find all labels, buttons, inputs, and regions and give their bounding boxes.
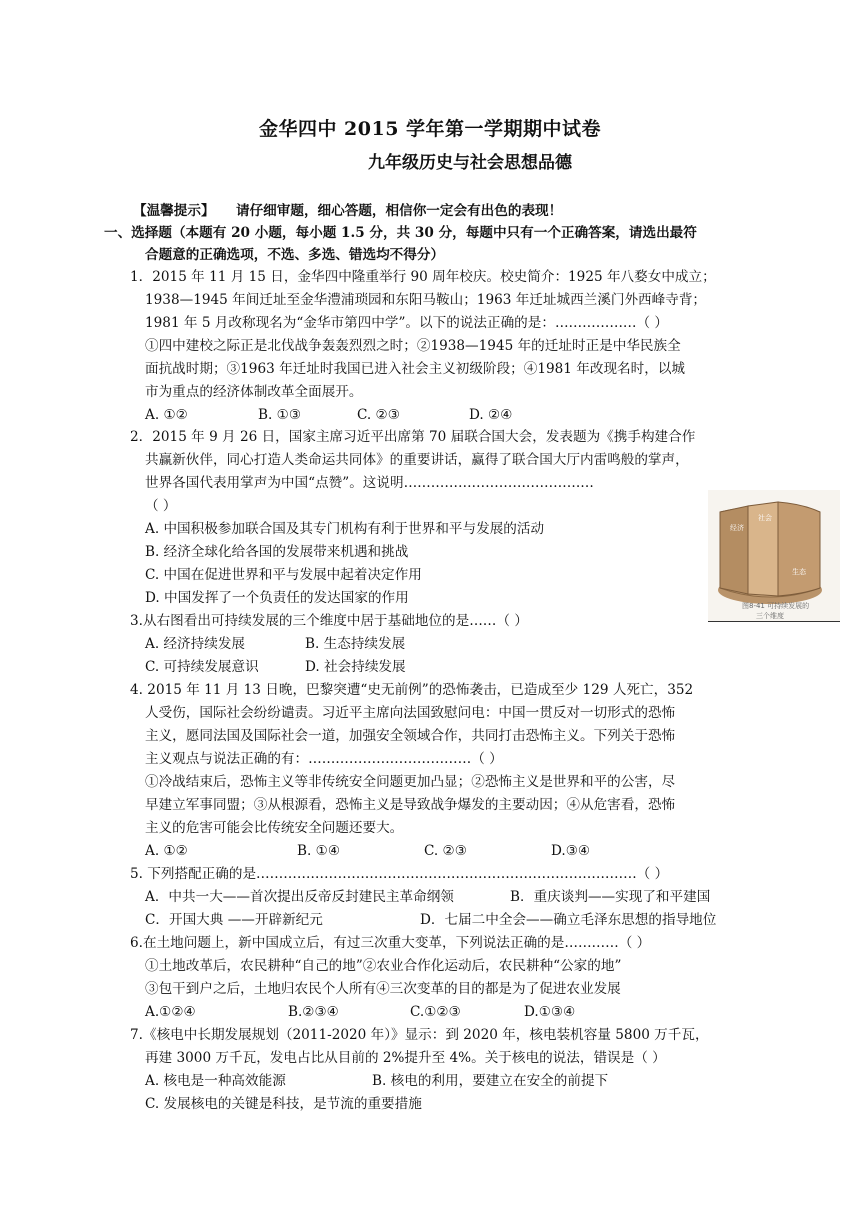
figure-panel-economy bbox=[720, 506, 748, 594]
q2-option-b: B. 经济全球化给各国的发展带来机遇和挑战 bbox=[145, 544, 409, 560]
q3-option-c: C. 可持续发展意识 bbox=[145, 659, 259, 675]
q4-option-a: A. ①② bbox=[145, 843, 188, 859]
q7-line2: 再建 3000 万千瓦，发电占比从目前的 2%提升至 4%。关于核电的说法，错误是（ ） bbox=[145, 1050, 666, 1066]
q6-option-c: C.①②③ bbox=[410, 1004, 461, 1020]
q5-option-a: A．中共一大——首次提出反帝反封建民主革命纲领 bbox=[145, 889, 454, 905]
q2-line1: 2．2015 年 9 月 26 日，国家主席习近平出席第 70 届联合国大会，发表题为《携手构建合作 bbox=[130, 429, 696, 445]
q5-option-b: B．重庆谈判——实现了和平建国 bbox=[510, 889, 711, 905]
q6-option-d: D.①③④ bbox=[524, 1004, 576, 1020]
figure-label-ecology: 生态 bbox=[792, 568, 806, 576]
sustainability-diagram bbox=[708, 490, 840, 622]
q1-line1: 1．2015 年 11 月 15 日，金华四中隆重举行 90 周年校庆。校史简介：1925 年八婺女中成立； bbox=[130, 269, 716, 285]
figure-caption-line1: 图8-41 可持续发展的 bbox=[742, 602, 810, 610]
q5-line1: 5. 下列搭配正确的是…………………………………………………………………………（ ） bbox=[130, 866, 669, 882]
q4-line5: ①冷战结束后，恐怖主义等非传统安全问题更加凸显；②恐怖主义是世界和平的公害，尽 bbox=[145, 774, 676, 790]
q4-option-b: B. ①④ bbox=[297, 843, 341, 859]
q2-line2: 共赢新伙伴，同心打造人类命运共同体》的重要讲话，赢得了联合国大厅内雷鸣般的掌声， bbox=[145, 452, 689, 468]
section-heading-line1: 一、选择题（本题有 20 小题，每小题 1.5 分，共 30 分，每题中只有一个正确答案，请选出最符 bbox=[104, 225, 697, 241]
q1-option-d: D. ②④ bbox=[469, 407, 513, 423]
q1-line2: 1938—1945 年间迁址至金华澧浦琐园和东阳马鞍山；1963 年迁址城西兰溪门外西峰寺背； bbox=[145, 292, 707, 308]
figure-caption-line2: 三个维度 bbox=[756, 612, 784, 620]
q1-line5: 面抗战时期；③1963 年迁址时我国已进入社会主义初级阶段；④1981 年改现名时，以城 bbox=[145, 361, 686, 377]
figure-panel-ecology bbox=[778, 502, 820, 596]
q6-line2: ①土地改革后，农民耕种“自己的地”②农业合作化运动后，农民耕种“公家的地” bbox=[145, 958, 622, 974]
q4-line1: 4. 2015 年 11 月 13 日晚，巴黎突遭“史无前例”的恐怖袭击，已造成至少 129 人死亡，352 bbox=[130, 682, 694, 698]
q4-option-d: D.③④ bbox=[551, 843, 591, 859]
figure-label-society: 社会 bbox=[758, 514, 772, 522]
q6-option-a: A.①②④ bbox=[145, 1004, 196, 1020]
q1-option-a: A. ①② bbox=[145, 407, 188, 423]
figure-label-economy: 经济 bbox=[730, 524, 744, 532]
exam-subtitle: 九年级历史与社会思想品德 bbox=[368, 153, 572, 173]
q4-line7: 主义的危害可能会比传统安全问题还要大。 bbox=[145, 820, 404, 836]
q3-line1: 3.从右图看出可持续发展的三个维度中居于基础地位的是……（ ） bbox=[130, 613, 528, 629]
q3-option-a: A. 经济持续发展 bbox=[145, 636, 246, 652]
q6-line1: 6.在土地问题上，新中国成立后，有过三次重大变革，下列说法正确的是…………（ ） bbox=[130, 935, 651, 951]
q5-option-d: D．七届二中全会——确立毛泽东思想的指导地位 bbox=[420, 912, 717, 928]
q6-line3: ③包干到户之后，土地归农民个人所有④三次变革的目的都是为了促进农业发展 bbox=[145, 981, 621, 997]
q4-option-c: C. ②③ bbox=[424, 843, 467, 859]
q7-option-c: C. 发展核电的关键是科技，是节流的重要措施 bbox=[145, 1096, 422, 1112]
q4-line2: 人受伤，国际社会纷纷谴责。习近平主席向法国致慰问电：中国一贯反对一切形式的恐怖 bbox=[145, 705, 676, 721]
q2-option-a: A. 中国积极参加联合国及其专门机构有利于世界和平与发展的活动 bbox=[145, 521, 545, 537]
q1-line6: 市为重点的经济体制改革全面展开。 bbox=[145, 384, 363, 400]
q7-option-a: A. 核电是一种高效能源 bbox=[145, 1073, 286, 1089]
exam-title: 金华四中 2015 学年第一学期期中试卷 bbox=[258, 118, 602, 140]
tip-text: 请仔细审题，细心答题，相信你一定会有出色的表现！ bbox=[236, 203, 563, 219]
q7-option-b: B. 核电的利用，要建立在安全的前提下 bbox=[372, 1073, 609, 1089]
q1-option-c: C. ②③ bbox=[357, 407, 400, 423]
q5-option-c: C．开国大典 ——开辟新纪元 bbox=[145, 912, 323, 928]
section-heading-line2: 合题意的正确选项，不选、多选、错选均不得分） bbox=[145, 247, 445, 263]
sustainability-figure bbox=[708, 490, 840, 622]
q7-line1: 7.《核电中长期发展规划（2011-2020 年）》显示：到 2020 年，核电装机容量 5800 万千瓦， bbox=[130, 1027, 709, 1043]
q4-line3: 主义，愿同法国及国际社会一道，加强安全领域合作，共同打击恐怖主义。下列关于恐怖 bbox=[145, 728, 676, 744]
q3-option-d: D. 社会持续发展 bbox=[305, 659, 406, 675]
q1-line4: ①四中建校之际正是北伐战争轰轰烈烈之时；②1938—1945 年的迁址时正是中华民族全 bbox=[145, 338, 681, 354]
q4-line4: 主义观点与说法正确的有：………………………………（ ） bbox=[145, 751, 503, 767]
q4-line6: 早建立军事同盟；③从根源看，恐怖主义是导致战争爆发的主要动因；④从危害看，恐怖 bbox=[145, 797, 676, 813]
q3-option-b: B. 生态持续发展 bbox=[305, 636, 406, 652]
q1-line3: 1981 年 5 月改称现名为“金华市第四中学”。以下的说法正确的是：………………（ ） bbox=[145, 315, 669, 331]
q6-option-b: B.②③④ bbox=[288, 1004, 339, 1020]
q2-option-c: C. 中国在促进世界和平与发展中起着决定作用 bbox=[145, 567, 422, 583]
q2-line3: 世界各国代表用掌声为中国“点赞”。这说明…………………………………… bbox=[145, 475, 594, 491]
q1-option-b: B. ①③ bbox=[258, 407, 302, 423]
q2-option-d: D. 中国发挥了一个负责任的发达国家的作用 bbox=[145, 590, 409, 606]
tip-label: 【温馨提示】 bbox=[133, 203, 215, 219]
q2-line4: （ ） bbox=[145, 498, 177, 514]
figure-underline bbox=[708, 621, 840, 622]
